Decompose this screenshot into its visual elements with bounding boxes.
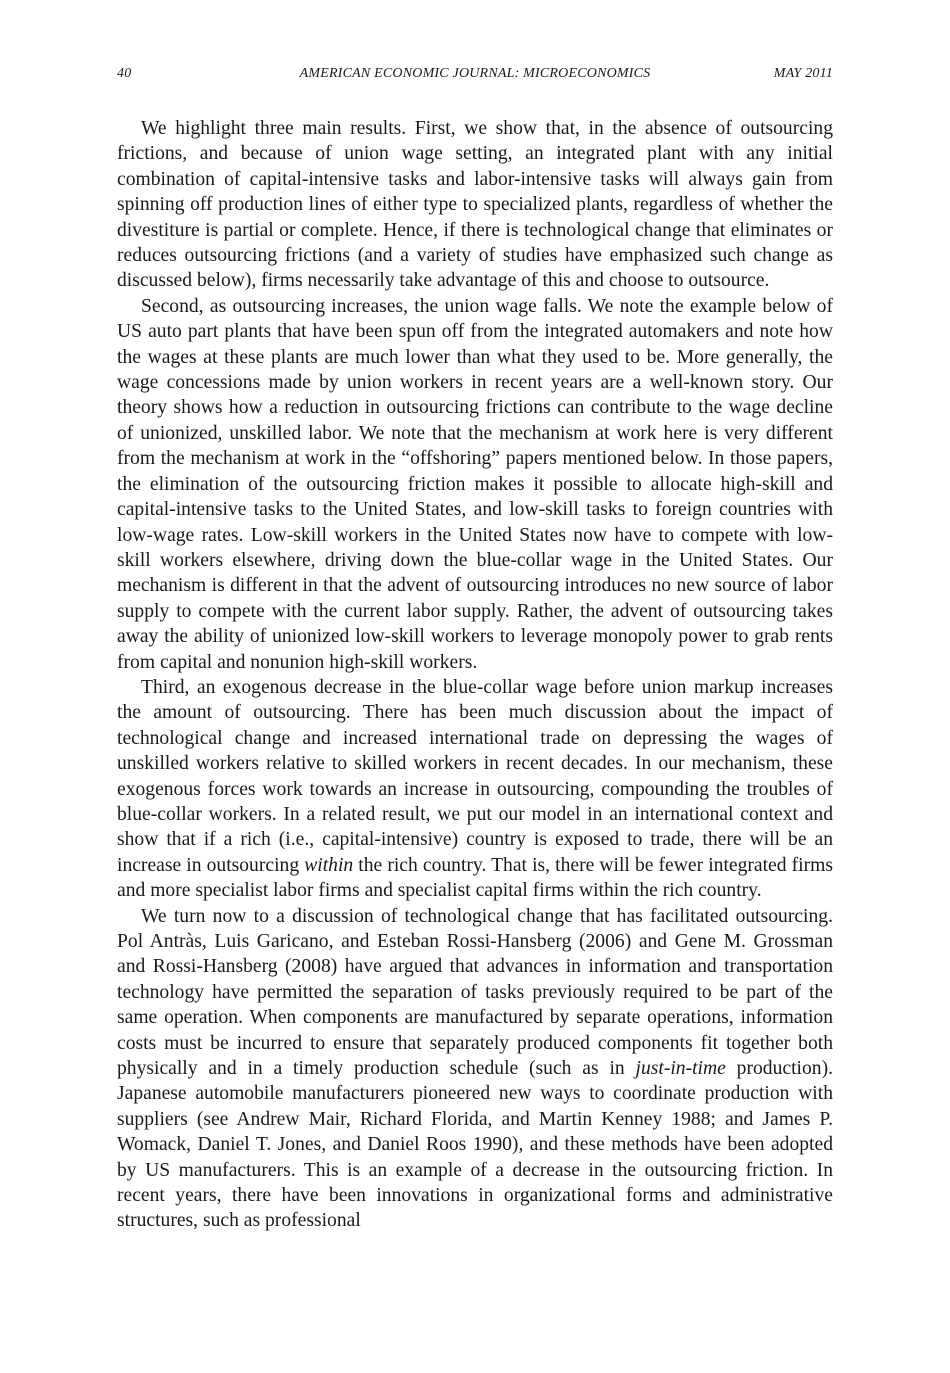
paragraph-text: the rich country. That is, there will be fewer integrated firms and more specialist labor firms and specialist capital firms within the rich country.	[117, 854, 833, 902]
paragraph-1	[117, 116, 833, 294]
paragraph-text: We highlight three main results. First, we show that, in the absence of outsourcing frictions, and because of union wage setting, an integrated plant with any initial combination of capital-intensive tasks and labor-intensive tasks will always gain from spinning off production lines of either type to specialized plants, regardless of whether the divestiture is partial or complete. Hence, if there is technological change that eliminates or reduces outsourcing frictions (and a variety of studies have emphasized such change as discussed below), firms necessarily take advantage of this and choose to outsource.	[117, 118, 833, 292]
journal-title: AMERICAN ECONOMIC JOURNAL: MICROECONOMICS	[299, 66, 651, 81]
page-number: 40	[117, 66, 132, 81]
paragraph-3	[117, 675, 833, 904]
paragraph-text: Second, as outsourcing increases, the union wage falls. We note the example below of US auto part plants that have been spun off from the integrated automakers and note how the wages at these plants are much lower than what they used to be. More generally, the wage concessions made by union workers in recent years are a well-known story. Our theory shows how a reduction in outsourcing frictions can contribute to the wage decline of unionized, unskilled labor. We note that the mechanism at work here is very different from the mechanism at work in the “offshoring” papers mentioned below. In those papers, the elimination of the outsourcing friction makes it possible to allocate high-skill and capital-intensive tasks to the United States, and low-skill tasks to foreign countries with low-wage rates. Low-skill workers in the United States now have to compete with low-skill workers elsewhere, driving down the blue-collar wage in the United States. Our mechanism is different in that the advent of outsourcing introduces no new source of labor supply to compete with the current labor supply. Rather, the advent of outsourcing takes away the ability of unionized low-skill workers to leverage monopoly power to grab rents from capital and nonunion high-skill workers.	[117, 295, 833, 673]
paragraph-text: Third, an exogenous decrease in the blue-collar wage before union markup increases the amount of outsourcing. There has been much discussion about the impact of technological change and increased international trade on depressing the wages of unskilled workers relative to skilled workers in recent decades. In our mechanism, these exogenous forces work towards an increase in outsourcing, compounding the troubles of blue-collar workers. In a related result, we put our model in an international context and show that if a rich (i.e., capital-intensive) country is exposed to trade, there will be an increase in outsourcing	[117, 676, 833, 876]
emphasis-within: within	[304, 854, 354, 876]
emphasis-just-in-time: just-in-time	[635, 1058, 726, 1080]
paragraph-text: We turn now to a discussion of technological change that has facilitated outsourcing. Pol Antràs, Luis Garicano, and Esteban Rossi-Hansberg (2006) and Gene M. Grossman and Rossi-Hansberg (2008) have argued that advances in information and transportation technology have permitted the separation of tasks previously required to be part of the same operation. When components are manufactured by separate operations, information costs must be incurred to ensure that separately produced components fit together both physically and in a timely production schedule (such as in	[117, 905, 833, 1080]
paragraph-4	[117, 904, 833, 1234]
paragraph-2	[117, 294, 833, 675]
running-head	[117, 66, 833, 86]
paragraph-text: production). Japanese automobile manufacturers pioneered new ways to coordinate production with suppliers (see Andrew Mair, Richard Florida, and Martin Kenney 1988; and James P. Womack, Daniel T. Jones, and Daniel Roos 1990), and these methods have been adopted by US manufacturers. This is an example of a decrease in the outsourcing friction. In recent years, there have been innovations in organizational forms and administrative structures, such as professional	[117, 1058, 833, 1232]
issue-date: MAY 2011	[773, 66, 833, 81]
body-text	[117, 116, 833, 1234]
